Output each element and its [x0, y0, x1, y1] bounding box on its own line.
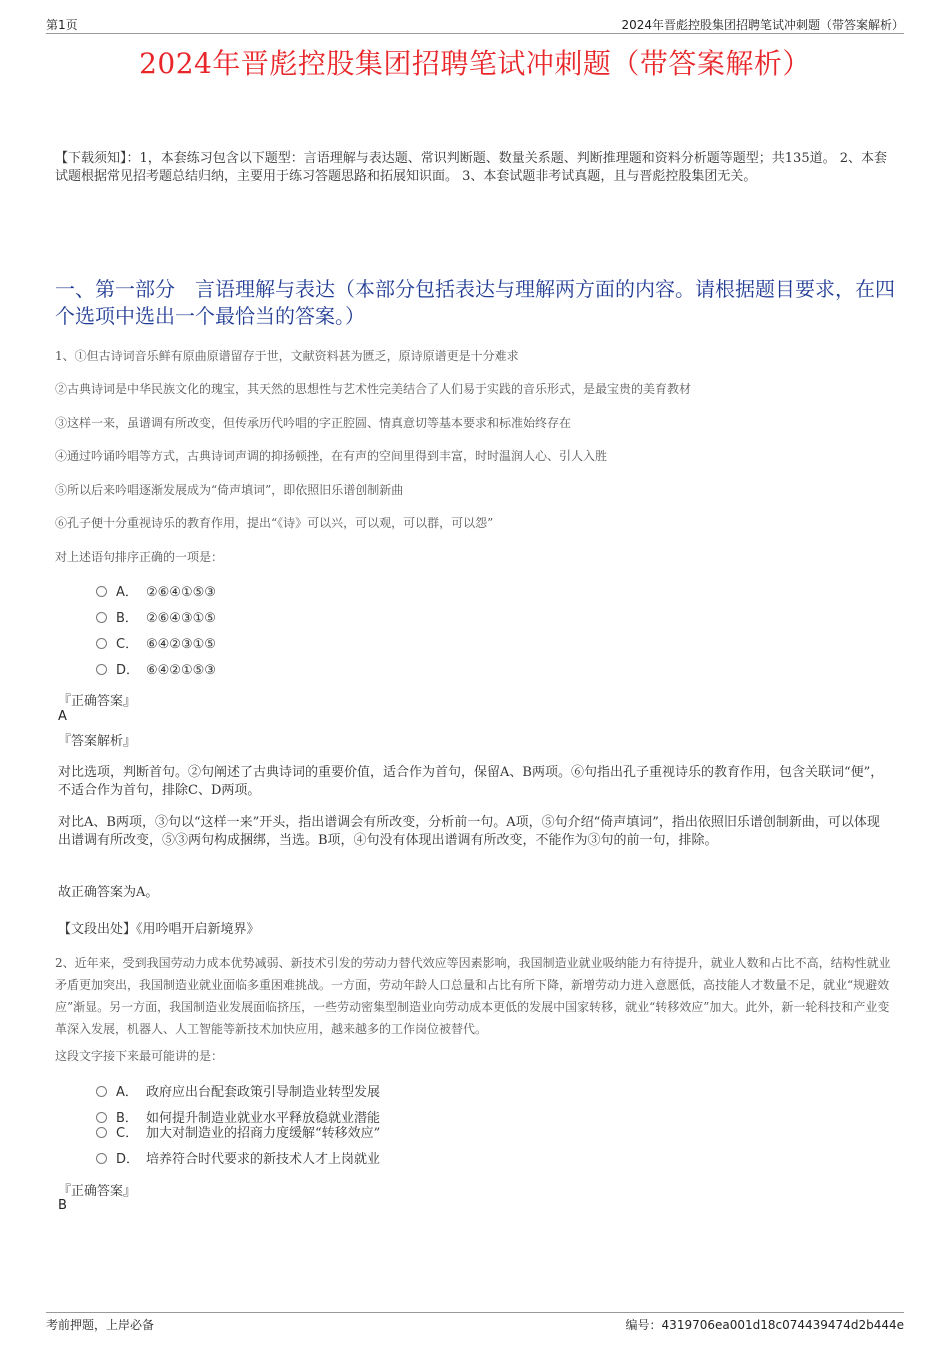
- radio-icon[interactable]: [96, 664, 107, 675]
- q1-analysis-para-3: 故正确答案为A。: [58, 885, 159, 900]
- q1-source: 【文段出处】《用吟唱开启新境界》: [58, 922, 260, 937]
- page-title: 2024年晋彪控股集团招聘笔试冲刺题（带答案解析）: [139, 47, 811, 80]
- q1-option-c[interactable]: C． ⑥④②③①⑤: [96, 636, 216, 654]
- q2-passage: 2、近年来，受到我国劳动力成本优势减弱、新技术引发的劳动力替代效应等因素影响，我国制造业就业吸纳能力有待提升，就业人数和占比不高，结构性就业矛盾更加突出，我国制造业就业面临多重困难挑战。一方面，劳动年龄人口总量和占比有所下降，新增劳动力进入意愿低，高技能人才数量不足，就业“规避效应”渐显。另一方面，我国制造业发展面临挤压，一些劳动密集型制造业向劳动成本更低的发展中国家转移，就业“转移效应”加大。此外，新一轮科技和产业变革深入发展，机器人、人工智能等新技术加快应用，越来越多的工作岗位被替代。: [55, 956, 891, 1036]
- footer-slogan: 考前押题，上岸必备: [46, 1318, 155, 1332]
- q1-analysis-para-2: 对比A、B两项，③句以“这样一来”开头，指出谱调会有所改变，分析前一句。A项，⑤句介绍“倚声填词”，指出依照旧乐谱创制新曲，可以体现出谱调有所改变，⑤③两句构成捆绑，当选。B项，④句没有体现出谱调有所改变，不能作为③句的前一句，排除。: [58, 815, 880, 848]
- q1-analysis-label: 『答案解析』: [58, 734, 137, 749]
- radio-icon[interactable]: [96, 612, 107, 623]
- q1-line-6: ⑥孔子便十分重视诗乐的教育作用，提出“《诗》可以兴，可以观，可以群，可以怨”: [55, 516, 494, 530]
- q1-line-5: ⑤所以后来吟唱逐渐发展成为“倚声填词”，即依照旧乐谱创制新曲: [55, 483, 404, 497]
- radio-icon[interactable]: [96, 638, 107, 649]
- download-notice: 【下载须知】：1，本套练习包含以下题型：言语理解与表达题、常识判断题、数量关系题、判断推理题和资料分析题等题型；共135道。 2、本套试题根据常见招考题总结归纳，主要用于练习答题思路和拓展知识面。 3、本套试题非考试真题，且与晋彪控股集团无关。: [55, 151, 887, 184]
- q1-line-1: 1、①但古诗词音乐鲜有原曲原谱留存于世，文献资料甚为匮乏，原诗原谱更是十分难求: [55, 349, 519, 363]
- q2-option-b[interactable]: B． 如何提升制造业就业水平释放稳就业潜能: [96, 1110, 380, 1128]
- q1-option-a[interactable]: A． ②⑥④①⑤③: [96, 584, 216, 602]
- q2-option-c[interactable]: C． 加大对制造业的招商力度缓解“转移效应”: [96, 1125, 380, 1143]
- q2-answer: B: [58, 1198, 67, 1213]
- q1-line-4: ④通过吟诵吟唱等方式，古典诗词声调的抑扬顿挫，在有声的空间里得到丰富，时时温润人心、引人入胜: [55, 449, 608, 463]
- q1-line-3: ③这样一来，虽谱调有所改变，但传承历代吟唱的字正腔圆、情真意切等基本要求和标准始终存在: [55, 416, 572, 430]
- header-doc-title: 2024年晋彪控股集团招聘笔试冲刺题（带答案解析）: [621, 18, 904, 32]
- q1-option-b[interactable]: B． ②⑥④③①⑤: [96, 610, 216, 628]
- radio-icon[interactable]: [96, 586, 107, 597]
- header-rule: [46, 33, 904, 34]
- radio-icon[interactable]: [96, 1127, 107, 1138]
- q1-answer-label: 『正确答案』: [58, 694, 137, 709]
- page-number: 第1页: [46, 18, 78, 32]
- radio-icon[interactable]: [96, 1086, 107, 1097]
- q1-analysis-para-1: 对比选项，判断首句。②句阐述了古典诗词的重要价值，适合作为首句，保留A、B两项。⑥句指出孔子重视诗乐的教育作用，包含关联词“便”，不适合作为首句，排除C、D两项。: [58, 765, 884, 798]
- q1-option-d[interactable]: D． ⑥④②①⑤③: [96, 662, 216, 680]
- q2-option-d[interactable]: D． 培养符合时代要求的新技术人才上岗就业: [96, 1151, 380, 1169]
- radio-icon[interactable]: [96, 1153, 107, 1164]
- q1-prompt: 对上述语句排序正确的一项是：: [55, 550, 224, 564]
- q1-answer: A: [58, 709, 67, 724]
- section-heading: 一、第一部分 言语理解与表达（本部分包括表达与理解两方面的内容。请根据题目要求，在四个选项中选出一个最恰当的答案。）: [55, 277, 895, 328]
- radio-icon[interactable]: [96, 1112, 107, 1123]
- footer-rule: [46, 1312, 904, 1313]
- q2-prompt: 这段文字接下来最可能讲的是：: [55, 1049, 224, 1063]
- q2-answer-label: 『正确答案』: [58, 1184, 137, 1199]
- footer-serial: 编号：4319706ea001d18c074439474d2b444e: [625, 1318, 904, 1332]
- q2-option-a[interactable]: A． 政府应出台配套政策引导制造业转型发展: [96, 1084, 380, 1102]
- q1-line-2: ②古典诗词是中华民族文化的瑰宝，其天然的思想性与艺术性完美结合了人们易于实践的音乐形式，是最宝贵的美育教材: [55, 382, 692, 396]
